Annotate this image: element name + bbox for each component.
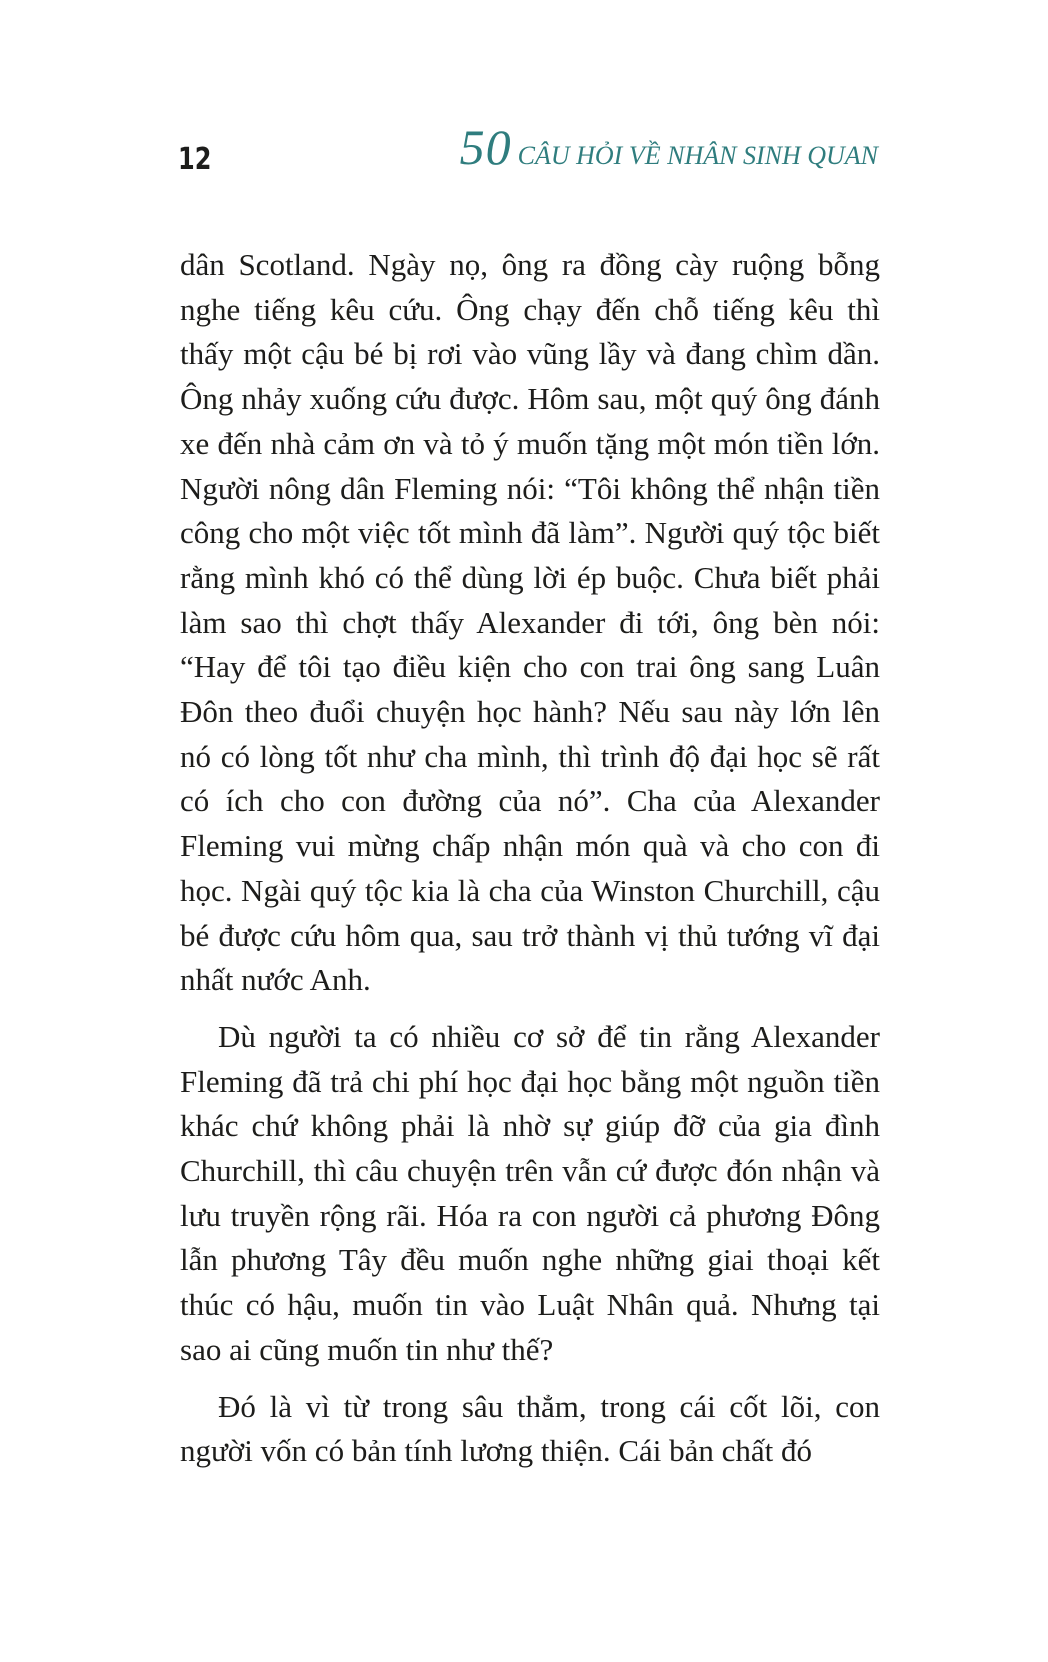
paragraph-2: Dù người ta có nhiều cơ sở để tin rằng Alexander Fleming đã trả chi phí học đại học bằng một nguồn tiền khác chứ không phải là nhờ sự giúp đỡ của gia đình Churchill, thì câu chuyện trên vẫn cứ được đón nhận và lưu truyền rộng rãi. Hóa ra con người cả phương Đông lẫn phương Tây đều muốn nghe những giai thoại kết thúc có hậu, muốn tin vào Luật Nhân quả. Nhưng tại sao ai cũng muốn tin như thế? — [180, 1018, 880, 1367]
running-title-text: CÂU HỎI VỀ NHÂN SINH QUAN — [517, 141, 878, 170]
page-number: 12 — [178, 142, 212, 177]
running-title-number: 50 — [459, 119, 512, 175]
paragraph-1: dân Scotland. Ngày nọ, ông ra đồng cày ruộng bỗng nghe tiếng kêu cứu. Ông chạy đến chỗ tiếng kêu thì thấy một cậu bé bị rơi vào vũng lầy và đang chìm dần. Ông nhảy xuống cứu được. Hôm sau, một quý ông đánh xe đến nhà cảm ơn và tỏ ý muốn tặng một món tiền lớn. Người nông dân Fleming nói: “Tôi không thể nhận tiền công cho một việc tốt mình đã làm”. Người quý tộc biết rằng mình khó có thể dùng lời ép buộc. Chưa biết phải làm sao thì chợt thấy Alexander đi tới, ông bèn nói: “Hay để tôi tạo điều kiện cho con trai ông sang Luân Đôn theo đuổi chuyện học hành? Nếu sau này lớn lên nó có lòng tốt như cha mình, thì trình độ đại học sẽ rất có ích cho con đường của nó”. Cha của Alexander Fleming vui mừng chấp nhận món quà và cho con đi học. Ngài quý tộc kia là cha của Winston Churchill, cậu bé được cứu hôm qua, sau trở thành vị thủ tướng vĩ đại nhất nước Anh. — [180, 247, 880, 998]
running-title — [460, 118, 878, 176]
page-header — [178, 118, 878, 188]
paragraph-3: Đó là vì từ trong sâu thẳm, trong cái cốt lõi, con người vốn có bản tính lương thiện. Cái bản chất đó — [180, 1388, 880, 1469]
body-text — [180, 243, 880, 1486]
